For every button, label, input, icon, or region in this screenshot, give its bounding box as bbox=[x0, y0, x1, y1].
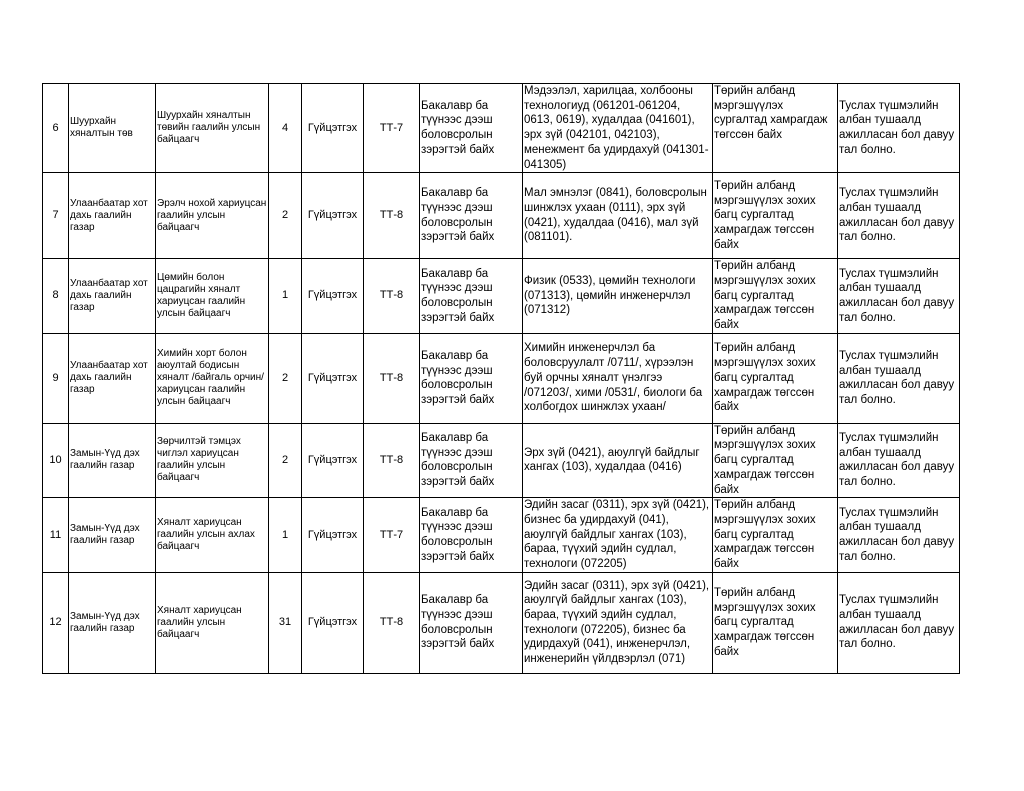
education-cell: Бакалавр ба түүнээс дээш боловсролын зэрэгтэй байх bbox=[420, 333, 523, 423]
table-row bbox=[43, 84, 960, 173]
position-cell: Хяналт хариуцсан гаалийн улсын байцаагч bbox=[156, 572, 269, 673]
table-row bbox=[43, 173, 960, 259]
count-cell: 1 bbox=[269, 259, 302, 334]
count-cell: 4 bbox=[269, 84, 302, 173]
row-number: 9 bbox=[43, 333, 69, 423]
rank-cell: ТТ-7 bbox=[364, 498, 420, 573]
position-cell: Химийн хорт болон аюултай бодисын хяналт /байгаль орчин/ хариуцсан гаалийн улсын байцаагч bbox=[156, 333, 269, 423]
row-number: 6 bbox=[43, 84, 69, 173]
type-cell: Гүйцэтгэх bbox=[302, 498, 364, 573]
education-cell: Бакалавр ба түүнээс дээш боловсролын зэрэгтэй байх bbox=[420, 572, 523, 673]
position-cell: Эрэлч нохой хариуцсан гаалийн улсын байцаагч bbox=[156, 173, 269, 259]
table-row bbox=[43, 572, 960, 673]
type-cell: Гүйцэтгэх bbox=[302, 84, 364, 173]
type-cell: Гүйцэтгэх bbox=[302, 423, 364, 498]
training-cell: Төрийн албанд мэргэшүүлэх зохих багц сургалтад хамрагдаж төгссөн байх bbox=[713, 423, 838, 498]
table-row bbox=[43, 423, 960, 498]
specialty-cell: Мэдээлэл, харилцаа, холбооны технологиуд (061201-061204, 0613, 0619), худалдаа (041601), эрх зүй (042101, 042103), менежмент ба удирдахуй (041301-041305) bbox=[523, 84, 713, 173]
department-cell: Улаанбаатар хот дахь гаалийн газар bbox=[69, 333, 156, 423]
education-cell: Бакалавр ба түүнээс дээш боловсролын зэрэгтэй байх bbox=[420, 498, 523, 573]
count-cell: 31 bbox=[269, 572, 302, 673]
specialty-cell: Мал эмнэлэг (0841), боловсролын шинжлэх ухаан (0111), эрх зүй (0421), худалдаа (0416), мал зүй (081101). bbox=[523, 173, 713, 259]
table-row bbox=[43, 259, 960, 334]
count-cell: 1 bbox=[269, 498, 302, 573]
training-cell: Төрийн албанд мэргэшүүлэх зохих багц сургалтад хамрагдаж төгссөн байх bbox=[713, 259, 838, 334]
education-cell: Бакалавр ба түүнээс дээш боловсролын зэрэгтэй байх bbox=[420, 259, 523, 334]
row-number: 12 bbox=[43, 572, 69, 673]
training-cell: Төрийн албанд мэргэшүүлэх зохих багц сургалтад хамрагдаж төгссөн байх bbox=[713, 333, 838, 423]
row-number: 10 bbox=[43, 423, 69, 498]
type-cell: Гүйцэтгэх bbox=[302, 173, 364, 259]
row-number: 7 bbox=[43, 173, 69, 259]
table-row bbox=[43, 333, 960, 423]
specialty-cell: Физик (0533), цөмийн технологи (071313), цөмийн инженерчлэл (071312) bbox=[523, 259, 713, 334]
education-cell: Бакалавр ба түүнээс дээш боловсролын зэрэгтэй байх bbox=[420, 423, 523, 498]
specialty-cell: Эрх зүй (0421), аюулгүй байдлыг хангах (103), худалдаа (0416) bbox=[523, 423, 713, 498]
type-cell: Гүйцэтгэх bbox=[302, 572, 364, 673]
type-cell: Гүйцэтгэх bbox=[302, 333, 364, 423]
count-cell: 2 bbox=[269, 173, 302, 259]
education-cell: Бакалавр ба түүнээс дээш боловсролын зэрэгтэй байх bbox=[420, 173, 523, 259]
extra-cell: Туслах түшмэлийн албан тушаалд ажилласан бол давуу тал болно. bbox=[838, 259, 960, 334]
department-cell: Замын-Үүд дэх гаалийн газар bbox=[69, 572, 156, 673]
row-number: 8 bbox=[43, 259, 69, 334]
extra-cell: Туслах түшмэлийн албан тушаалд ажилласан бол давуу тал болно. bbox=[838, 423, 960, 498]
training-cell: Төрийн албанд мэргэшүүлэх зохих багц сургалтад хамрагдаж төгссөн байх bbox=[713, 572, 838, 673]
rank-cell: ТТ-8 bbox=[364, 173, 420, 259]
extra-cell: Туслах түшмэлийн албан тушаалд ажилласан бол давуу тал болно. bbox=[838, 84, 960, 173]
rank-cell: ТТ-8 bbox=[364, 423, 420, 498]
row-number: 11 bbox=[43, 498, 69, 573]
training-cell: Төрийн албанд мэргэшүүлэх зохих багц сургалтад хамрагдаж төгссөн байх bbox=[713, 173, 838, 259]
specialty-cell: Эдийн засаг (0311), эрх зүй (0421), бизнес ба удирдахуй (041), аюулгүй байдлыг хангах (103), бараа, түүхий эдийн судлал, технологи (072205) bbox=[523, 498, 713, 573]
department-cell: Улаанбаатар хот дахь гаалийн газар bbox=[69, 259, 156, 334]
department-cell: Замын-Үүд дэх гаалийн газар bbox=[69, 498, 156, 573]
extra-cell: Туслах түшмэлийн албан тушаалд ажилласан бол давуу тал болно. bbox=[838, 572, 960, 673]
position-cell: Цөмийн болон цацрагийн хяналт хариуцсан гаалийн улсын байцаагч bbox=[156, 259, 269, 334]
department-cell: Шуурхайн хяналтын төв bbox=[69, 84, 156, 173]
position-cell: Шуурхайн хяналтын төвийн гаалийн улсын байцаагч bbox=[156, 84, 269, 173]
extra-cell: Туслах түшмэлийн албан тушаалд ажилласан бол давуу тал болно. bbox=[838, 498, 960, 573]
department-cell: Улаанбаатар хот дахь гаалийн газар bbox=[69, 173, 156, 259]
extra-cell: Туслах түшмэлийн албан тушаалд ажилласан бол давуу тал болно. bbox=[838, 333, 960, 423]
rank-cell: ТТ-8 bbox=[364, 259, 420, 334]
training-cell: Төрийн албанд мэргэшүүлэх зохих багц сургалтад хамрагдаж төгссөн байх bbox=[713, 498, 838, 573]
position-cell: Хяналт хариуцсан гаалийн улсын ахлах байцаагч bbox=[156, 498, 269, 573]
count-cell: 2 bbox=[269, 423, 302, 498]
specialty-cell: Химийн инженерчлэл ба боловсруулалт /0711/, хүрээлэн буй орчны хяналт үнэлгээ /071203/, хими /0531/, биологи ба холбогдох шинжлэх ухаан/ bbox=[523, 333, 713, 423]
training-cell: Төрийн албанд мэргэшүүлэх сургалтад хамрагдаж төгссөн байх bbox=[713, 84, 838, 173]
rank-cell: ТТ-7 bbox=[364, 84, 420, 173]
type-cell: Гүйцэтгэх bbox=[302, 259, 364, 334]
position-cell: Зөрчилтэй тэмцэх чиглэл хариуцсан гаалийн улсын байцаагч bbox=[156, 423, 269, 498]
specialty-cell: Эдийн засаг (0311), эрх зүй (0421), аюулгүй байдлыг хангах (103), бараа, түүхий эдийн судлал, технологи (072205), бизнес ба удирдахуй (041), инженерчлэл, инженерийн үйлдвэрлэл (071) bbox=[523, 572, 713, 673]
table-row bbox=[43, 498, 960, 573]
rank-cell: ТТ-8 bbox=[364, 572, 420, 673]
extra-cell: Туслах түшмэлийн албан тушаалд ажилласан бол давуу тал болно. bbox=[838, 173, 960, 259]
education-cell: Бакалавр ба түүнээс дээш боловсролын зэрэгтэй байх bbox=[420, 84, 523, 173]
rank-cell: ТТ-8 bbox=[364, 333, 420, 423]
department-cell: Замын-Үүд дэх гаалийн газар bbox=[69, 423, 156, 498]
count-cell: 2 bbox=[269, 333, 302, 423]
vacancy-table bbox=[42, 83, 960, 674]
